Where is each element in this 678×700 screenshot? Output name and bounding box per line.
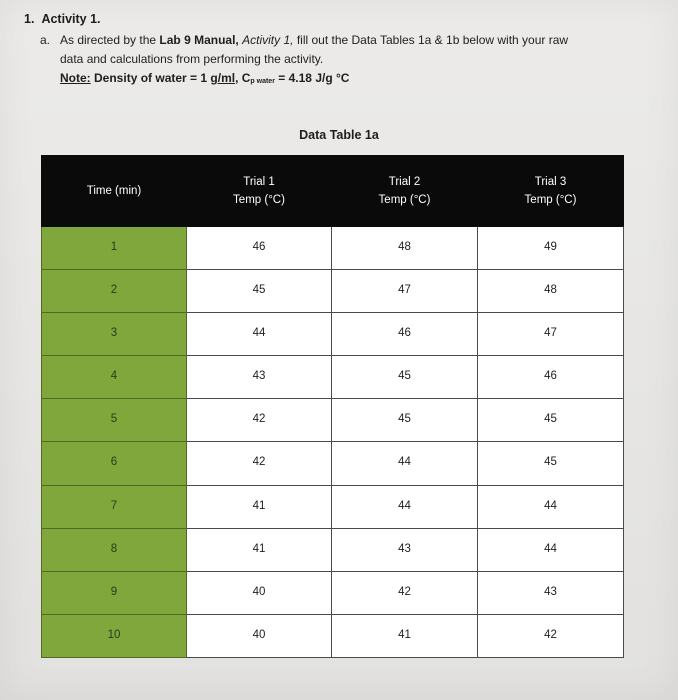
trial-1-cell[interactable]: [187, 227, 332, 270]
trial-2-value: 41: [398, 628, 411, 641]
table-row: [42, 442, 624, 485]
activity-name: Activity 1,: [242, 33, 294, 47]
table-row: [42, 270, 624, 313]
table-row: [42, 528, 624, 571]
trial-3-value: 42: [544, 628, 557, 641]
trial-1-cell[interactable]: [187, 442, 332, 485]
time-cell: [42, 614, 187, 657]
trial-2-value: 46: [398, 327, 411, 340]
table-row: [42, 356, 624, 399]
time-cell: [42, 571, 187, 614]
trial-1-cell[interactable]: [187, 313, 332, 356]
trial-3-cell[interactable]: [478, 227, 624, 270]
data-table-1a: [41, 155, 624, 658]
trial-3-value: 46: [544, 370, 557, 383]
trial-2-cell[interactable]: [332, 313, 478, 356]
instruction-text: [60, 31, 640, 91]
header-trial-3: [478, 156, 624, 227]
time-cell: [42, 270, 187, 313]
trial-3-cell[interactable]: [478, 313, 624, 356]
time-value: 5: [110, 413, 118, 426]
trial-1-cell[interactable]: [187, 614, 332, 657]
trial-3-value: 44: [544, 499, 557, 512]
note-label: Note:: [60, 71, 91, 85]
trial-3-cell[interactable]: [478, 270, 624, 313]
trial-2-value: 44: [398, 499, 411, 512]
trial-3-value: 47: [544, 327, 557, 340]
trial-1-value: 44: [252, 327, 266, 340]
trial-3-value: 49: [544, 241, 557, 253]
header-time-label: Time (min): [86, 185, 142, 197]
trial-1-value: 45: [252, 284, 266, 297]
trial-3-cell[interactable]: [478, 399, 624, 442]
trial-1-value: 43: [252, 370, 266, 383]
note-line: [60, 71, 349, 85]
table-row: [42, 399, 624, 442]
trial-1-value: 40: [252, 585, 266, 598]
trial-3-value: 45: [544, 456, 557, 469]
trial-2-value: 43: [398, 542, 411, 555]
instruction-item-a: [40, 31, 640, 91]
trial-2-value: 44: [398, 456, 411, 469]
time-value: 4: [110, 370, 118, 383]
table-row: [42, 571, 624, 614]
time-value: 7: [110, 499, 118, 512]
trial-3-value: 44: [544, 542, 557, 555]
table-header-row: [42, 156, 624, 227]
trial-3-cell[interactable]: [478, 528, 624, 571]
time-cell: [42, 485, 187, 528]
trial-3-cell[interactable]: [478, 614, 624, 657]
header-trial-1-label: Trial 1: [243, 176, 275, 188]
trial-2-cell[interactable]: [332, 528, 478, 571]
header-trial-2: [332, 156, 478, 227]
trial-2-value: 45: [398, 413, 411, 426]
trial-1-value: 46: [252, 241, 266, 253]
trial-2-value: 47: [398, 284, 411, 297]
trial-2-cell[interactable]: [332, 356, 478, 399]
trial-3-cell[interactable]: [478, 571, 624, 614]
instruction-prefix: As directed by the: [60, 33, 157, 47]
trial-2-cell[interactable]: [332, 571, 478, 614]
time-value: 3: [110, 327, 118, 340]
table-row: [42, 313, 624, 356]
trial-2-cell[interactable]: [332, 399, 478, 442]
specific-heat-note: [242, 71, 350, 85]
time-value: 8: [110, 542, 118, 555]
trial-2-cell[interactable]: [332, 485, 478, 528]
table-title: Data Table 1a: [299, 128, 379, 142]
table-row: [42, 227, 624, 270]
header-trial-1-unit: Temp (°C): [233, 194, 285, 206]
cp-value: = 4.18 J/g °C: [278, 71, 350, 85]
section-number: 1.: [24, 12, 35, 26]
header-trial-1: [187, 156, 332, 227]
trial-1-value: 41: [252, 499, 266, 512]
header-trial-2-unit: Temp (°C): [378, 194, 431, 206]
table-row: [42, 485, 624, 528]
trial-1-cell[interactable]: [187, 528, 332, 571]
trial-1-cell[interactable]: [187, 399, 332, 442]
time-cell: [42, 442, 187, 485]
section-title: Activity 1.: [41, 12, 101, 26]
time-cell: [42, 227, 187, 270]
instruction-suffix: fill out the Data Tables 1a & 1b below with your raw: [296, 33, 569, 47]
header-trial-3-unit: Temp (°C): [524, 194, 577, 206]
trial-3-cell[interactable]: [478, 485, 624, 528]
item-letter: a.: [40, 33, 51, 47]
trial-1-cell[interactable]: [187, 485, 332, 528]
cp-subscript: p water: [250, 78, 275, 85]
trial-1-value: 41: [252, 542, 266, 555]
section-heading: [24, 12, 101, 26]
trial-3-value: 45: [544, 413, 557, 426]
trial-1-value: 40: [252, 628, 266, 641]
header-trial-2-label: Trial 2: [388, 176, 421, 188]
density-unit: g/ml: [210, 71, 236, 85]
manual-name: Lab 9 Manual,: [159, 33, 239, 47]
trial-3-cell[interactable]: [478, 442, 624, 485]
trial-2-cell[interactable]: [332, 614, 478, 657]
trial-1-cell[interactable]: [187, 571, 332, 614]
trial-2-value: 42: [398, 585, 411, 598]
time-value: 2: [110, 284, 118, 297]
header-time: [42, 156, 187, 227]
trial-3-value: 48: [544, 284, 557, 297]
header-trial-3-label: Trial 3: [534, 176, 567, 188]
time-value: 6: [110, 456, 118, 469]
time-value: 9: [110, 585, 118, 598]
time-cell: [42, 356, 187, 399]
trial-3-cell[interactable]: [478, 356, 624, 399]
trial-2-value: 45: [398, 370, 411, 383]
trial-2-cell[interactable]: [332, 270, 478, 313]
trial-2-value: 48: [398, 241, 411, 253]
density-note: Density of water = 1 g/ml,: [94, 71, 242, 85]
density-prefix: Density of water = 1: [94, 71, 208, 85]
trial-1-value: 42: [252, 456, 266, 469]
time-cell: [42, 528, 187, 571]
time-cell: [42, 313, 187, 356]
trial-1-cell[interactable]: [187, 270, 332, 313]
trial-3-value: 43: [544, 585, 557, 598]
time-cell: [42, 399, 187, 442]
trial-1-cell[interactable]: [187, 356, 332, 399]
trial-2-cell[interactable]: [332, 227, 478, 270]
time-value: 10: [107, 628, 121, 641]
cp-symbol: C: [241, 71, 251, 85]
time-value: 1: [110, 241, 118, 253]
trial-2-cell[interactable]: [332, 442, 478, 485]
trial-1-value: 42: [252, 413, 266, 426]
instruction-line-2: data and calculations from performing the activity.: [60, 52, 324, 66]
table-row: [42, 614, 624, 657]
